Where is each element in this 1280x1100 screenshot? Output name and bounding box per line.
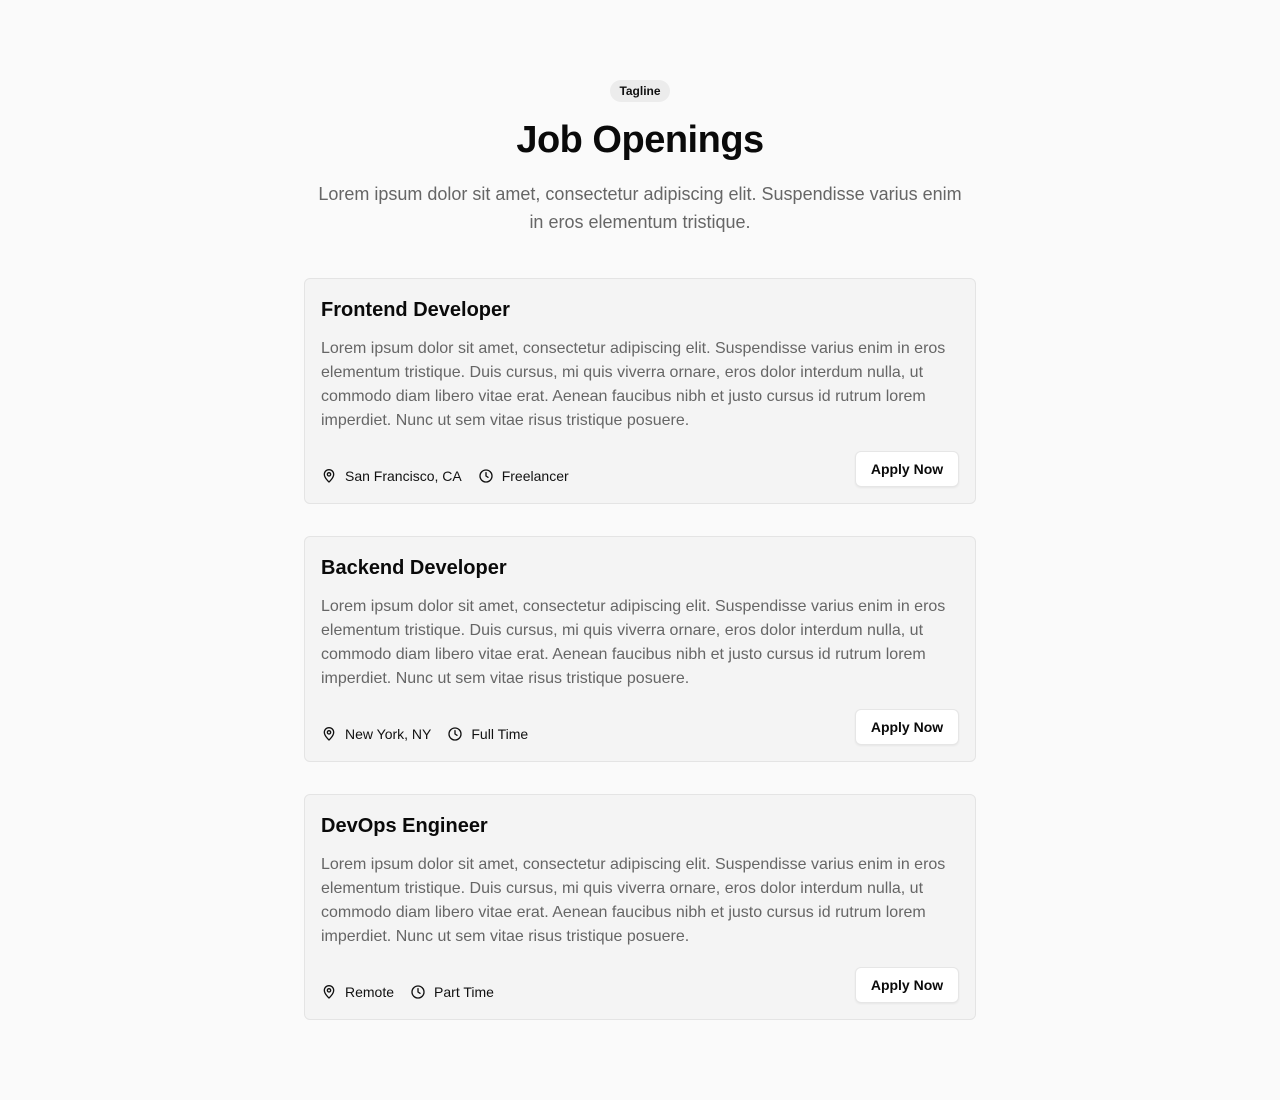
job-type-text: Freelancer: [501, 468, 569, 484]
clock-icon: [478, 468, 494, 484]
job-type-text: Part Time: [434, 984, 494, 1000]
job-title: Backend Developer: [321, 557, 507, 579]
job-description: Lorem ipsum dolor sit amet, consectetur adipiscing elit. Suspendisse varius enim in eros elementum tristique. Duis cursus, mi quis viverra ornare, eros dolor interdum nulla, ut commodo diam libero vitae erat. Aenean faucibus nibh et justo cursus id rutrum lorem imperdiet. Nunc ut sem vitae risus tristique posuere.: [321, 598, 946, 687]
job-type: [410, 983, 494, 1001]
section-header: [0, 0, 1280, 236]
clock-icon: [447, 726, 463, 742]
job-location: [321, 725, 431, 743]
job-description: Lorem ipsum dolor sit amet, consectetur adipiscing elit. Suspendisse varius enim in eros elementum tristique. Duis cursus, mi quis viverra ornare, eros dolor interdum nulla, ut commodo diam libero vitae erat. Aenean faucibus nibh et justo cursus id rutrum lorem imperdiet. Nunc ut sem vitae risus tristique posuere.: [321, 340, 946, 429]
page-subtitle: Lorem ipsum dolor sit amet, consectetur adipiscing elit. Suspendisse varius enim in eros elementum tristique.: [318, 184, 962, 232]
page-title: Job Openings: [516, 119, 764, 161]
job-location-text: San Francisco, CA: [345, 468, 462, 484]
apply-now-button[interactable]: Apply Now: [855, 967, 959, 1003]
job-meta: [321, 725, 544, 743]
job-description: Lorem ipsum dolor sit amet, consectetur adipiscing elit. Suspendisse varius enim in eros elementum tristique. Duis cursus, mi quis viverra ornare, eros dolor interdum nulla, ut commodo diam libero vitae erat. Aenean faucibus nibh et justo cursus id rutrum lorem imperdiet. Nunc ut sem vitae risus tristique posuere.: [321, 856, 946, 945]
job-list: [304, 278, 976, 1052]
tagline-badge: Tagline: [610, 80, 669, 102]
job-meta: [321, 983, 510, 1001]
job-card-backend-developer: [304, 536, 976, 762]
clock-icon: [410, 984, 426, 1000]
apply-now-button[interactable]: Apply Now: [855, 451, 959, 487]
job-location-text: Remote: [345, 984, 395, 1000]
job-location: [321, 983, 394, 1001]
job-title: Frontend Developer: [321, 299, 510, 321]
job-type-text: Full Time: [471, 726, 529, 742]
job-meta: [321, 467, 585, 485]
job-card-devops-engineer: [304, 794, 976, 1020]
map-pin-icon: [321, 984, 337, 1000]
job-location-text: New York, NY: [345, 726, 432, 742]
map-pin-icon: [321, 726, 337, 742]
map-pin-icon: [321, 468, 337, 484]
job-type: [478, 467, 569, 485]
job-type: [447, 725, 528, 743]
apply-now-button[interactable]: Apply Now: [855, 709, 959, 745]
job-title: DevOps Engineer: [321, 815, 488, 837]
job-location: [321, 467, 462, 485]
job-card-frontend-developer: [304, 278, 976, 504]
